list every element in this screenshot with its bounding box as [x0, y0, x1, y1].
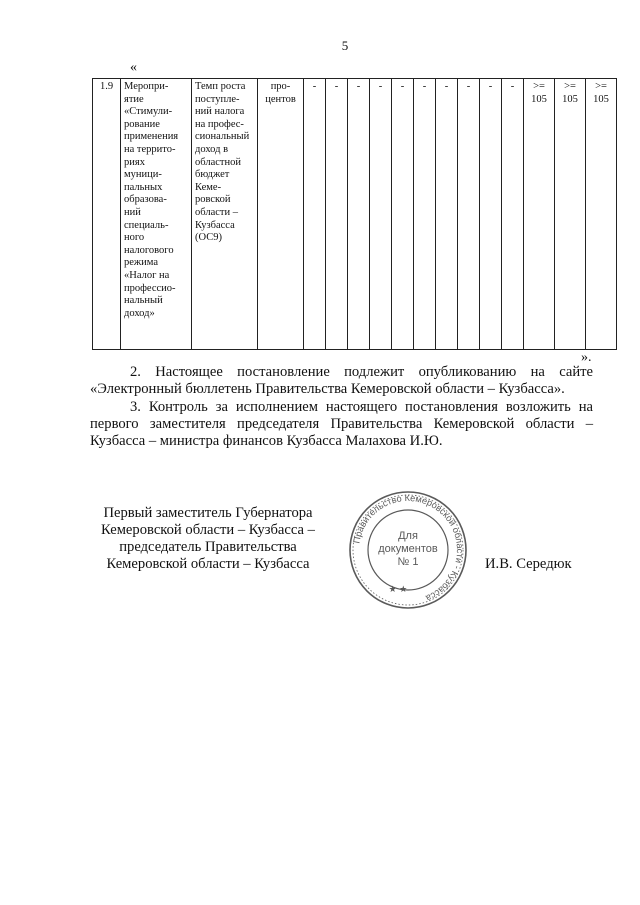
unit-lines — [261, 81, 300, 106]
paragraph-2 — [90, 364, 593, 398]
signatory-name: И.В. Середюк — [485, 556, 572, 572]
closing-quote: ». — [581, 350, 592, 365]
stamp-ring-text: Правительство Кемеровской области - Кузбасса — [351, 492, 466, 604]
event-name-line: «Стимули- — [124, 106, 173, 118]
event-name-line: ятие — [124, 93, 144, 105]
event-name-line: профессио- — [124, 282, 176, 294]
target-value-cell — [586, 79, 617, 350]
year-value-cell: - — [348, 79, 370, 350]
indicator-table — [92, 78, 609, 350]
stamp-star-icon: ★ ★ — [388, 584, 408, 594]
signatory-title-line: председатель Правительства — [119, 539, 297, 555]
indicator-name-line: доход в — [195, 143, 229, 155]
target-operator: >= — [533, 81, 545, 92]
indicator-name-line: ровской — [195, 194, 231, 206]
indicator-name-line: поступле- — [195, 93, 240, 105]
stamp-center-line: документов — [378, 543, 438, 555]
event-name-line: на террито- — [124, 143, 176, 155]
stamp-center-line: Для — [398, 530, 418, 542]
year-value-cell: - — [480, 79, 502, 350]
stamp-center-line: № 1 — [397, 556, 419, 568]
event-name-line: Меропри- — [124, 81, 169, 92]
indicator-name-line: на профес- — [195, 118, 244, 130]
target-value: 105 — [593, 93, 609, 105]
indicator-name-line: области – — [195, 206, 238, 218]
event-name-line: режима — [124, 257, 159, 269]
indicator-name-line: областной — [195, 156, 241, 168]
signatory-title-line: Кемеровской области – Кузбасса — [106, 556, 310, 572]
target-operator: >= — [564, 81, 576, 92]
year-value-cell: - — [370, 79, 392, 350]
event-name-line: ний — [124, 206, 141, 218]
event-name-line: «Налог на — [124, 269, 170, 281]
indicator-name-line: Темп роста — [195, 81, 246, 92]
table-row — [93, 79, 617, 350]
opening-quote: « — [130, 60, 137, 75]
event-name-line: ного — [124, 232, 145, 244]
paragraph-line: Кузбасса – министра финансов Кузбасса Малахова И.Ю. — [90, 433, 443, 449]
indicator-name-lines — [195, 81, 254, 245]
paragraph-line: 2. Настоящее постановление подлежит опубликованию на сайте — [130, 364, 593, 380]
signatory-title — [88, 505, 328, 573]
event-name-line: образова- — [124, 194, 167, 206]
page-number: 5 — [341, 38, 349, 53]
event-name-lines — [124, 81, 188, 320]
year-value-cell: - — [502, 79, 524, 350]
year-value-cell: - — [436, 79, 458, 350]
target-value: 105 — [531, 93, 547, 105]
event-name-line: пальных — [124, 181, 163, 193]
event-name-cell — [121, 79, 192, 350]
paragraph-line: «Электронный бюллетень Правительства Кемеровской области – Кузбасса». — [90, 381, 565, 397]
paragraph-3 — [90, 399, 593, 450]
paragraph-line: первого заместителя председателя Правительства Кемеровской области – — [90, 416, 593, 432]
indicator-table-grid — [92, 78, 617, 350]
year-value-cell: - — [414, 79, 436, 350]
event-name-line: нальный — [124, 295, 163, 307]
event-name-line: налогового — [124, 244, 174, 256]
target-value-cell — [555, 79, 586, 350]
year-value-cell: - — [326, 79, 348, 350]
indicator-name-line: ний налога — [195, 106, 245, 118]
unit-line: центов — [265, 93, 296, 105]
indicator-name-line: Кузбасса — [195, 219, 235, 231]
indicator-name-line: сиональный — [195, 131, 250, 143]
target-operator: >= — [595, 81, 607, 92]
event-name-line: муници- — [124, 169, 162, 181]
event-name-line: специаль- — [124, 219, 169, 231]
unit-cell — [258, 79, 304, 350]
target-value: 105 — [562, 93, 578, 105]
year-value-cell: - — [392, 79, 414, 350]
signatory-title-line: Кемеровской области – Кузбасса – — [101, 522, 315, 538]
indicator-name-line: бюджет — [195, 169, 230, 181]
year-value-cell: - — [458, 79, 480, 350]
indicator-name-line: Кеме- — [195, 181, 222, 193]
event-name-line: риях — [124, 156, 145, 168]
year-value-cell: - — [304, 79, 326, 350]
official-stamp — [347, 489, 469, 611]
paragraph-line: 3. Контроль за исполнением настоящего постановления возложить на — [130, 399, 593, 415]
event-name-line: рование — [124, 118, 160, 130]
signatory-title-line: Первый заместитель Губернатора — [103, 505, 313, 521]
event-name-line: применения — [124, 131, 179, 143]
target-value-cell — [524, 79, 555, 350]
row-number-cell: 1.9 — [93, 79, 121, 350]
unit-line: про- — [270, 81, 291, 92]
indicator-name-line: (ОС9) — [195, 232, 222, 244]
indicator-name-cell — [192, 79, 258, 350]
event-name-line: доход» — [124, 307, 155, 319]
